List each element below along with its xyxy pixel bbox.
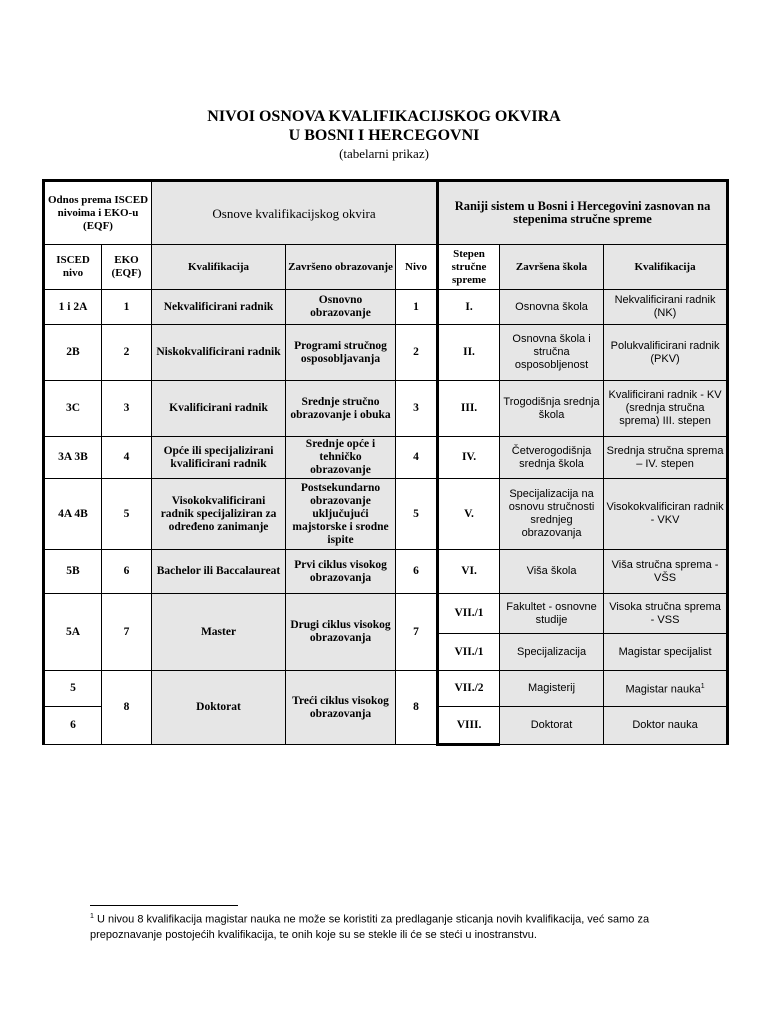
cell-skola: Doktorat [500,707,604,745]
cell-skola: Viša škola [500,550,604,594]
cell-stepen: V. [438,479,500,550]
table-row [44,437,728,479]
cell-stepen: VII./1 [438,634,500,671]
cell-kvalifikacija2 [604,671,728,707]
cell-skola: Osnovna škola [500,290,604,325]
header-isced: ISCED nivo [44,245,102,290]
header-zavrseno: Završeno obrazovanje [286,245,396,290]
cell-skola: Specijalizacija na osnovu stručnosti srednjeg obrazovanja [500,479,604,550]
cell-nivo: 1 [396,290,438,325]
header-raniji: Raniji sistem u Bosni i Hercegovini zasnovan na stepenima stručne spreme [438,181,728,245]
cell-kvalifikacija2: Doktor nauka [604,707,728,745]
cell-kvalifikacija2: Polukvalificirani radnik (PKV) [604,325,728,381]
cell-kvalifikacija: Visokokvalificirani radnik specijaliziran za određeno zanimanje [152,479,286,550]
cell-isced: 6 [44,707,102,745]
cell-obrazovanje: Treći ciklus visokog obrazovanja [286,671,396,745]
page-subtitle: (tabelarni prikaz) [339,146,429,161]
header-stepen: Stepen stručne spreme [438,245,500,290]
cell-skola: Magisterij [500,671,604,707]
cell-eko: 2 [102,325,152,381]
cell-stepen: VI. [438,550,500,594]
cell-stepen: VII./2 [438,671,500,707]
cell-kvalifikacija: Doktorat [152,671,286,745]
cell-kvalifikacija2: Kvalificirani radnik - KV (srednja stručna sprema) III. stepen [604,381,728,437]
cell-eko: 3 [102,381,152,437]
cell-isced: 3C [44,381,102,437]
cell-obrazovanje: Osnovno obrazovanje [286,290,396,325]
footnote-ref: 1 [700,683,705,691]
cell-kvalifikacija: Nekvalificirani radnik [152,290,286,325]
cell-skola: Specijalizacija [500,634,604,671]
footnote-mark: 1 [90,913,94,920]
cell-isced: 4A 4B [44,479,102,550]
cell-obrazovanje: Srednje opće i tehničko obrazovanje [286,437,396,479]
cell-kvalifikacija2: Visoka stručna sprema - VSS [604,594,728,634]
cell-nivo: 4 [396,437,438,479]
header-zavrsena-skola: Završena škola [500,245,604,290]
header-nivo: Nivo [396,245,438,290]
cell-eko: 7 [102,594,152,671]
magistar-nauka-label: Magistar nauka [625,683,701,696]
header-kvalifikacija: Kvalifikacija [152,245,286,290]
footnote [90,909,690,943]
cell-stepen: VIII. [438,707,500,745]
table-row [44,671,728,707]
cell-obrazovanje: Prvi ciklus visokog obrazovanja [286,550,396,594]
cell-stepen: II. [438,325,500,381]
cell-obrazovanje: Postsekundarno obrazovanje uključujući majstorske i srodne ispite [286,479,396,550]
cell-nivo: 5 [396,479,438,550]
table-row [44,290,728,325]
cell-skola: Fakultet - osnovne studije [500,594,604,634]
cell-nivo: 6 [396,550,438,594]
table-row [44,479,728,550]
cell-isced: 5B [44,550,102,594]
table-row [44,594,728,634]
cell-kvalifikacija: Kvalificirani radnik [152,381,286,437]
cell-stepen: I. [438,290,500,325]
footnote-text: U nivou 8 kvalifikacija magistar nauka ne može se koristiti za predlaganje sticanja novih kvalifikacija, već samo za prepoznavanje postojećih kvalifikacija, te onih koje su se stekle ili će se steći u inostranstvu. [90,913,650,941]
cell-nivo: 8 [396,671,438,745]
cell-nivo: 3 [396,381,438,437]
cell-stepen: IV. [438,437,500,479]
cell-nivo: 2 [396,325,438,381]
footnote-divider [90,905,238,906]
table-row [44,381,728,437]
cell-kvalifikacija: Opće ili specijalizirani kvalificirani radnik [152,437,286,479]
cell-obrazovanje: Drugi ciklus visokog obrazovanja [286,594,396,671]
cell-kvalifikacija2: Magistar specijalist [604,634,728,671]
cell-obrazovanje: Srednje stručno obrazovanje i obuka [286,381,396,437]
cell-isced: 2B [44,325,102,381]
cell-skola: Osnovna škola i stručna osposobljenost [500,325,604,381]
cell-eko: 5 [102,479,152,550]
cell-obrazovanje: Programi stručnog osposobljavanja [286,325,396,381]
cell-eko: 8 [102,671,152,745]
table-row [44,550,728,594]
qualifications-table [42,179,729,746]
cell-eko: 4 [102,437,152,479]
cell-eko: 1 [102,290,152,325]
cell-isced: 5 [44,671,102,707]
cell-skola: Trogodišnja srednja škola [500,381,604,437]
cell-kvalifikacija: Niskokvalificirani radnik [152,325,286,381]
page-title-line2: U BOSNI I HERCEGOVNI [288,127,480,144]
table-row [44,325,728,381]
cell-kvalifikacija: Bachelor ili Baccalaureat [152,550,286,594]
cell-nivo: 7 [396,594,438,671]
cell-isced: 5A [44,594,102,671]
cell-kvalifikacija2: Srednja stručna sprema – IV. stepen [604,437,728,479]
cell-isced: 1 i 2A [44,290,102,325]
cell-kvalifikacija2: Nekvalificirani radnik (NK) [604,290,728,325]
page-title: NIVOI OSNOVA KVALIFIKACIJSKOG OKVIRA [207,108,561,125]
header-odnos: Odnos prema ISCED nivoima i EKO-u (EQF) [44,181,152,245]
cell-kvalifikacija: Master [152,594,286,671]
header-osnove: Osnove kvalifikacijskog okvira [152,181,438,245]
cell-stepen: VII./1 [438,594,500,634]
cell-isced: 3A 3B [44,437,102,479]
cell-skola: Četverogodišnja srednja škola [500,437,604,479]
cell-eko: 6 [102,550,152,594]
cell-kvalifikacija2: Viša stručna sprema - VŠS [604,550,728,594]
cell-stepen: III. [438,381,500,437]
header-kvalifikacija2: Kvalifikacija [604,245,728,290]
header-eko: EKO (EQF) [102,245,152,290]
cell-kvalifikacija2: Visokokvalificiran radnik - VKV [604,479,728,550]
